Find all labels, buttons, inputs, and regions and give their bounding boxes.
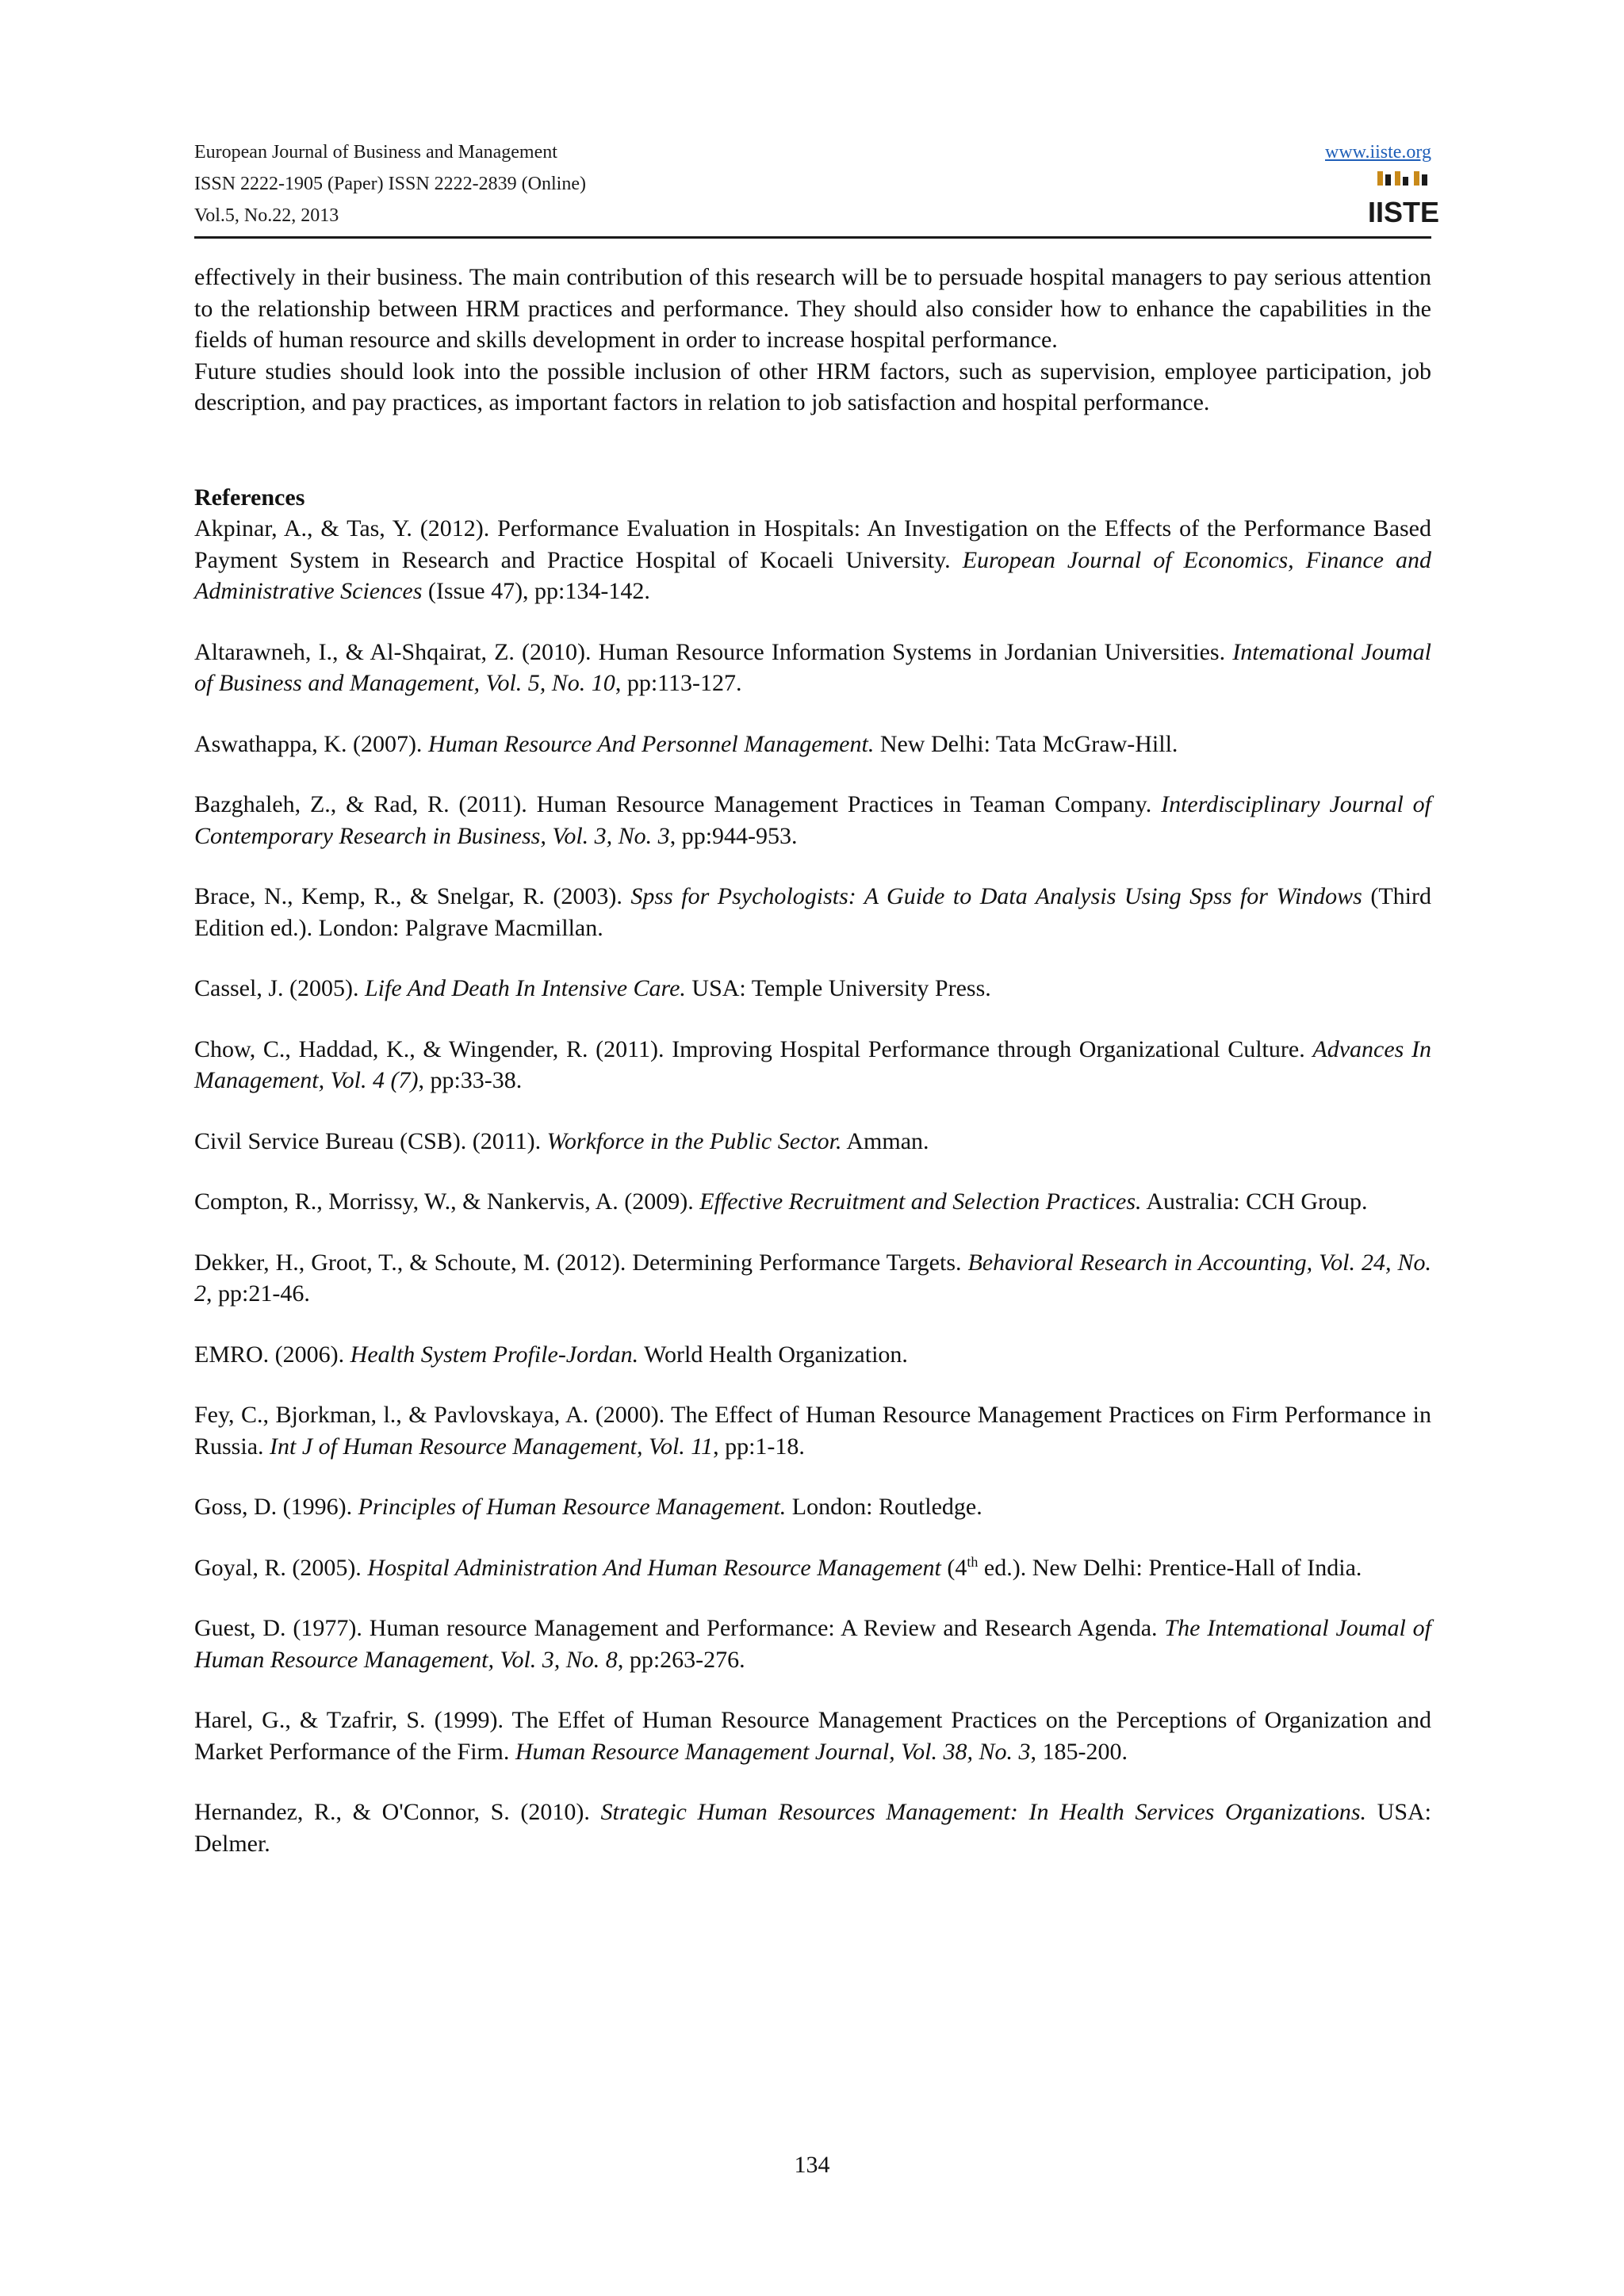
reference-text: London: Routledge. <box>786 1494 982 1520</box>
logo-bar <box>1385 174 1391 186</box>
logo-wordmark: IISTE <box>1367 196 1440 228</box>
reference-text: Harel, G., & Tzafrir, S. (1999). The Effet of Human Resource Management Practices on the Perceptions of Organization and Market Performance of the Firm. <box>194 1707 1431 1765</box>
reference-text: Altarawneh, I., & Al-Shqairat, Z. (2010). Human Resource Information Systems in Jordanian Universities. <box>194 638 1233 665</box>
reference-text: , pp:21-46. <box>206 1280 310 1307</box>
reference-text: ed.). New Delhi: Prentice-Hall of India. <box>978 1554 1362 1581</box>
journal-website-link[interactable]: www.iiste.org <box>1325 142 1431 163</box>
reference-text: Goyal, R. (2005). <box>194 1554 368 1581</box>
logo-bar <box>1395 171 1400 186</box>
iiste-logo <box>1367 170 1440 228</box>
reference-text: Akpinar, A., & Tas, Y. (2012). Performance Evaluation in Hospitals: An Investigation on the Effects of the Performance Based Payment System in Research and Practice Hospital of Kocaeli University. <box>194 515 1431 573</box>
article-body <box>194 262 1431 1859</box>
reference-source: The Intemational Joumal of Human Resource Management, Vol. 3, No. 8 <box>194 1615 1431 1673</box>
reference-source: Int J of Human Resource Management, Vol. 11 <box>270 1433 714 1460</box>
reference-text: USA: Delmer. <box>194 1799 1432 1857</box>
reference-text: , pp:33-38. <box>418 1067 523 1093</box>
references-heading: References <box>194 484 305 511</box>
reference-source: Spss for Psychologists: A Guide to Data Analysis Using Spss for Windows <box>630 883 1362 909</box>
reference-source: Strategic Human Resources Management: In Health Services Organizations. <box>600 1799 1367 1825</box>
reference-item <box>194 637 1431 699</box>
reference-text: EMRO. (2006). <box>194 1341 350 1368</box>
reference-source: Principles of Human Resource Management. <box>358 1494 787 1520</box>
body-paragraph: Future studies should look into the possible inclusion of other HRM factors, such as supervision, employee participation, job description, and pay practices, as important factors in relation to job satisfaction and hospital performance. <box>194 358 1431 415</box>
reference-item <box>194 973 1431 1004</box>
reference-text: , pp:1-18. <box>713 1433 805 1460</box>
reference-source: Life And Death In Intensive Care. <box>364 975 686 1001</box>
logo-bar <box>1403 177 1408 186</box>
issn-line: ISSN 2222-1905 (Paper) ISSN 2222-2839 (Online) <box>194 174 586 194</box>
page-header <box>194 136 1440 232</box>
reference-text: , pp:944-953. <box>669 822 798 849</box>
reference-item <box>194 729 1431 760</box>
journal-title: European Journal of Business and Management <box>194 142 557 163</box>
reference-text: (Third Edition ed.). London: Palgrave Macmillan. <box>194 883 1432 941</box>
reference-item <box>194 513 1431 607</box>
reference-item <box>194 1552 1431 1584</box>
reference-item <box>194 1126 1431 1158</box>
volume-line: Vol.5, No.22, 2013 <box>194 205 339 226</box>
reference-text: Amman. <box>841 1127 929 1154</box>
reference-item <box>194 789 1431 851</box>
reference-source: Interdisciplinary Journal of Contemporary Research in Business, Vol. 3, No. 3 <box>194 791 1431 849</box>
reference-text: USA: Temple University Press. <box>685 975 991 1001</box>
reference-item <box>194 1247 1431 1310</box>
reference-source: European Journal of Economics, Finance and Administrative Sciences <box>194 546 1431 604</box>
reference-text: , pp:113-127. <box>615 670 742 696</box>
reference-source: Behavioral Research in Accounting, Vol. 24, No. 2 <box>194 1249 1431 1307</box>
reference-source: Hospital Administration And Human Resource Management <box>367 1554 941 1581</box>
reference-item <box>194 881 1431 943</box>
reference-item <box>194 1705 1431 1767</box>
reference-source: Human Resource Management Journal, Vol. 38, No. 3 <box>515 1738 1031 1765</box>
reference-text: Brace, N., Kemp, R., & Snelgar, R. (2003). <box>194 883 631 909</box>
reference-source: Human Resource And Personnel Management. <box>427 730 875 757</box>
reference-text: Cassel, J. (2005). <box>194 975 365 1001</box>
reference-item <box>194 1491 1431 1523</box>
reference-item <box>194 1399 1431 1462</box>
logo-bars <box>1377 171 1427 186</box>
reference-text: (4 <box>940 1554 967 1581</box>
reference-text: , 185-200. <box>1030 1738 1128 1765</box>
logo-bar <box>1377 171 1383 186</box>
reference-source: Advances In Management, Vol. 4 (7) <box>194 1035 1432 1093</box>
reference-text: Civil Service Bureau (CSB). (2011). <box>194 1127 547 1154</box>
reference-text: Hernandez, R., & O'Connor, S. (2010). <box>194 1799 601 1825</box>
body-paragraph: effectively in their business. The main contribution of this research will be to persuade hospital managers to pay serious attention to the relationship between HRM practices and performance. They should also consider how to enhance the capabilities in the fields of human resource and skills development in order to increase hospital performance. <box>194 264 1431 353</box>
reference-item <box>194 1186 1431 1218</box>
reference-text: World Health Organization. <box>638 1341 908 1368</box>
reference-source: Health System Profile-Jordan. <box>350 1341 639 1368</box>
reference-text: Guest, D. (1977). Human resource Management and Performance: A Review and Research Agenda. <box>194 1615 1165 1641</box>
header-divider <box>194 236 1431 239</box>
reference-source: Workforce in the Public Sector. <box>546 1127 842 1154</box>
reference-text: Chow, C., Haddad, K., & Wingender, R. (2011). Improving Hospital Performance through Organizational Culture. <box>194 1035 1313 1062</box>
reference-text: (Issue 47), pp:134-142. <box>422 578 650 604</box>
reference-source: Effective Recruitment and Selection Practices. <box>699 1188 1142 1215</box>
reference-text: Bazghaleh, Z., & Rad, R. (2011). Human Resource Management Practices in Teaman Company. <box>194 791 1162 817</box>
reference-text: Aswathappa, K. (2007). <box>194 730 428 757</box>
reference-text: Goss, D. (1996). <box>194 1494 358 1520</box>
logo-bar <box>1422 174 1427 186</box>
reference-source: Intemational Joumal of Business and Management, Vol. 5, No. 10 <box>194 638 1431 696</box>
reference-text: , pp:263-276. <box>617 1646 745 1673</box>
reference-item <box>194 1339 1431 1371</box>
reference-item <box>194 1034 1431 1096</box>
reference-text: Dekker, H., Groot, T., & Schoute, M. (2012). Determining Performance Targets. <box>194 1249 968 1276</box>
reference-text: th <box>967 1553 979 1570</box>
logo-bar <box>1414 171 1419 186</box>
page-number: 134 <box>794 2152 830 2178</box>
reference-text: Fey, C., Bjorkman, l., & Pavlovskaya, A. (2000). The Effect of Human Resource Management Practices on Firm Performance in Russia. <box>194 1402 1431 1460</box>
reference-text: Compton, R., Morrissy, W., & Nankervis, A. (2009). <box>194 1188 700 1215</box>
reference-item <box>194 1613 1431 1675</box>
reference-text: New Delhi: Tata McGraw-Hill. <box>874 730 1178 757</box>
reference-item <box>194 1797 1431 1859</box>
references-list <box>194 513 1431 1859</box>
reference-text: Australia: CCH Group. <box>1141 1188 1368 1215</box>
